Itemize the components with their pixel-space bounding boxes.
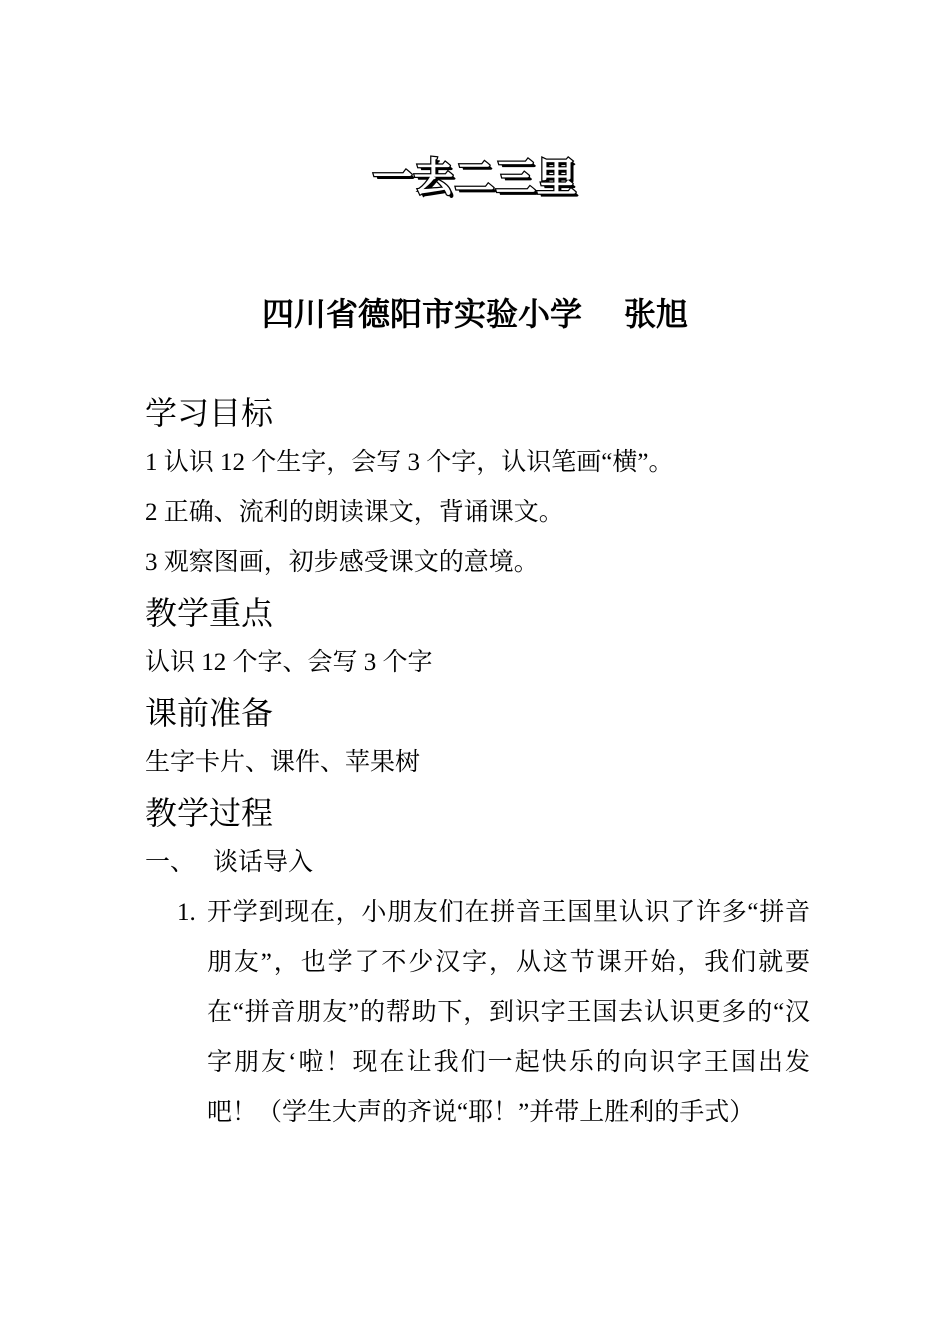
- process-part-number: 一、: [145, 849, 196, 876]
- focus-text: 认识 12 个字、会写 3 个字: [145, 649, 433, 676]
- process-heading: 教学过程: [145, 794, 274, 832]
- document-body: [145, 388, 810, 1138]
- goal-item-3: 3 观察图画，初步感受课文的意境。: [145, 549, 539, 576]
- author-line: [0, 290, 950, 338]
- goal-item-2: 2 正确、流利的朗读课文，背诵课文。: [145, 499, 564, 526]
- goal-item-1: 1 认识 12 个生字，会写 3 个字，认识笔画“横”。: [145, 449, 674, 476]
- process-list-item: [145, 888, 810, 1138]
- process-part-title: 谈话导入: [213, 849, 314, 876]
- prep-heading: 课前准备: [145, 694, 274, 732]
- prep-text: 生字卡片、课件、苹果树: [145, 749, 421, 776]
- goals-heading: 学习目标: [145, 394, 274, 432]
- focus-heading: 教学重点: [145, 594, 274, 632]
- author-school: 四川省德阳市实验小学: [261, 295, 582, 333]
- author-name: 张旭: [624, 295, 689, 333]
- process-part-one: [145, 838, 810, 888]
- document-title: 一去二三里: [372, 155, 578, 201]
- list-item-marker: 1.: [177, 899, 196, 926]
- list-item-text: 开学到现在，小朋友们在拼音王国里认识了许多“拼音朋友”，也学了不少汉字，从这节课开始，我们就要在“拼音朋友”的帮助下，到识字王国去认识更多的“汉字朋友‘啦！现在让我们一起快乐的向识字王国出发吧！（学生大声的齐说“耶！”并带上胜利的手式）: [207, 899, 810, 1126]
